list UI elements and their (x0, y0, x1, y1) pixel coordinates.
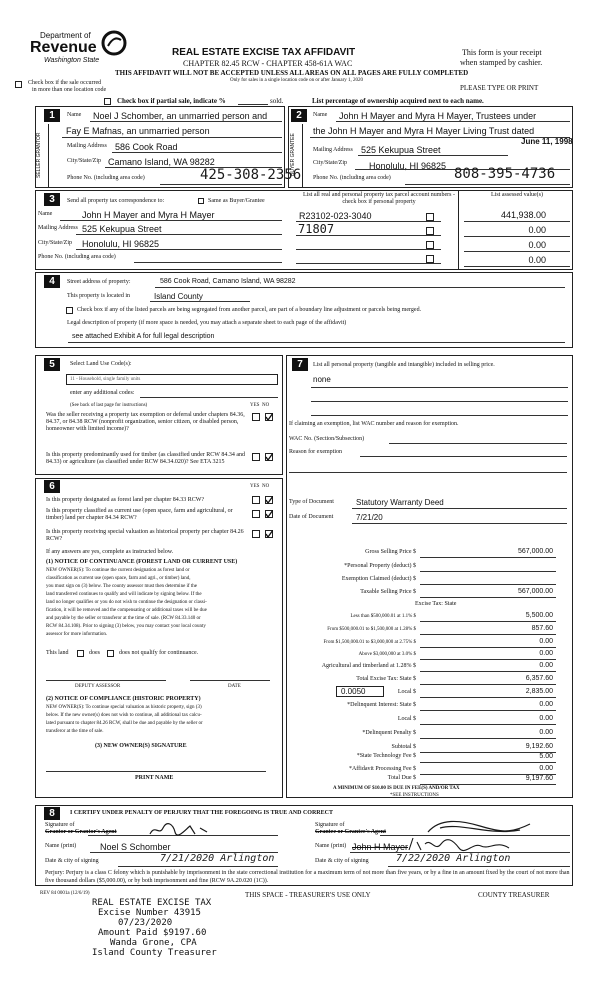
tax-row-label: Exemption Claimed (deduct) $ (341, 576, 416, 582)
timber-yes-checkbox[interactable] (252, 453, 260, 461)
seller-name-label: Name (67, 112, 82, 118)
stamp-line: Excise Number 43915 (98, 908, 201, 918)
delinquent-local-label: Local $ (397, 716, 416, 722)
seller-city[interactable]: Camano Island, WA 98282 (108, 157, 215, 167)
section-6 (35, 478, 283, 798)
located-label: This property is located in (67, 293, 130, 299)
section-2-badge: 2 (291, 109, 307, 122)
buyer-name-1[interactable]: John H Mayer and Myra H Mayer, Trustees under (339, 111, 537, 121)
assessed-header: List assessed value(s) (491, 192, 543, 198)
receipt-line-2: when stamped by cashier. (460, 58, 543, 67)
seller-name-2[interactable]: Fay E Mafnas, an unmarried person (66, 126, 210, 136)
buyer-print-name[interactable]: John H Mayer (352, 842, 409, 852)
same-as-buyer-checkbox[interactable] (198, 198, 204, 204)
stamp-line: Island County Treasurer (92, 948, 217, 958)
affidavit-fee-label: *Affidavit Processing Fee $ (348, 766, 416, 772)
notice-1-line: RCW 84.34.108). Prior to signing (3) below, you may contact your local county (46, 624, 206, 629)
send-name-label: Name (38, 211, 53, 217)
buyer-name-2[interactable]: the John H Mayer and Myra H Mayer Living Trust dated (313, 126, 535, 136)
send-city-label: City/State/Zip (38, 240, 72, 246)
grantor-signature-icon[interactable] (145, 822, 215, 838)
form-notice-2: Only for sales in a single location code on or after January 1, 2020 (230, 78, 364, 83)
notice-1-line: NEW OWNER(S): To continue the current designation as forest land or (46, 568, 190, 573)
check-icon (265, 530, 273, 538)
parcel-2-personal-checkbox[interactable] (426, 227, 434, 235)
minimum-note: A MINIMUM OF $10.00 IS DUE IN FEE(S) AND/OR TAX (333, 786, 460, 791)
notice-1-line: classification as current use (open space, farm and agri., or timber) land, (46, 576, 191, 581)
sold-label: sold. (270, 97, 284, 105)
section-8-badge: 8 (44, 807, 60, 820)
seller-name-1[interactable]: Noel J Schomber, an unmarried person and (93, 111, 268, 121)
street-address[interactable]: 586 Cook Road, Camano Island, WA 98282 (160, 278, 296, 285)
section-3-badge: 3 (44, 193, 60, 206)
notice-1-line: assessor for more information. (46, 632, 108, 637)
buyer-name-3[interactable]: June 11, 1998 (521, 137, 573, 146)
certify-text: I CERTIFY UNDER PENALTY OF PERJURY THAT THE FOREGOING IS TRUE AND CORRECT (70, 810, 333, 816)
forest-yes-checkbox[interactable] (252, 496, 260, 504)
land-does-not-checkbox[interactable] (107, 650, 114, 657)
parcel-1-personal-checkbox[interactable] (426, 213, 434, 221)
see-back-label: (See back of last page for instructions) (70, 403, 148, 408)
multi-location-label-2: in more than one location code (32, 87, 107, 93)
check-icon (265, 453, 273, 461)
parcel-1[interactable]: R23102-023-3040 (299, 211, 372, 221)
doc-date-label: Date of Document (289, 514, 334, 520)
stamp-line: Wanda Grone, CPA (110, 938, 197, 948)
personal-property-label: List all personal property (tangible and intangible) included in selling price. (313, 362, 495, 368)
tax-row-label: Gross Selling Price $ (365, 549, 416, 555)
form-chapter: CHAPTER 82.45 RCW - CHAPTER 458-61A WAC (183, 59, 353, 68)
treasurer-stamp (92, 898, 217, 958)
tax-row-label: Above $3,000,000 at 3.0% $ (358, 652, 416, 657)
does-not-label: does not qualify for continuance. (119, 650, 199, 656)
any-yes-note: If any answers are yes, complete as instructed below. (46, 549, 174, 555)
send-address[interactable]: 525 Kekupua Street (82, 224, 162, 234)
seller-phone-label: Phone No. (including area code) (67, 175, 145, 181)
tax-agricultural[interactable]: 0.00 (539, 662, 553, 669)
notice-1-line: land transferred continues to qualify and will indicate by signing below. If the (46, 592, 202, 597)
send-phone-label: Phone No. (including area code) (38, 254, 116, 260)
tech-fee-label: *State Technology Fee $ (356, 753, 416, 759)
notice-1-line: fication, it will be removed and the compensating or additional taxes will be due (46, 608, 207, 613)
see-instructions: *SEE INSTRUCTIONS (390, 793, 439, 798)
check-icon (265, 413, 273, 421)
delinquent-penalty-label: *Delinquent Penalty $ (362, 730, 416, 736)
grantee-signature-icon[interactable] (420, 816, 540, 838)
parcels-header: List all real and personal property tax parcel account numbers - check box if personal property (303, 192, 455, 205)
grantee-sig-label-2: Grantee or Grantee's Agent (315, 829, 387, 835)
local-tax[interactable]: 2,835.00 (525, 688, 553, 695)
county[interactable]: Island County (154, 292, 203, 301)
grantor-sig-label-2: Grantor or Grantor's Agent (45, 829, 117, 835)
tax-row-label: From $500,000.01 to $1,500,000 at 1.28% $ (327, 627, 416, 632)
does-label: does (89, 650, 100, 656)
no-label: NO (261, 403, 270, 408)
yes-no-header-6 (250, 484, 269, 489)
yes-no-header-5 (250, 403, 269, 408)
buyer-side-label: BUYER GRANTEE (290, 133, 296, 177)
stamp-line: Amount Paid $9197.60 (98, 928, 207, 938)
tax-tier-1[interactable]: 5,500.00 (525, 612, 553, 619)
parcel-2[interactable]: 71807 (298, 222, 335, 236)
check-icon (265, 496, 273, 504)
exemption-question: Was the seller receiving a property tax exemption or deferral under chapters 84.36, 84.37, or 84.38 RCW (nonprofit organization, senior citizen, or disabled person, homeowner with limited income)? (46, 412, 245, 432)
current-use-question: Is this property classified as current use (open space, farm and agricultural, or timber) land per chapter 84.34 RCW? (46, 508, 233, 521)
timber-no-checkbox[interactable] (265, 453, 273, 461)
print-name-label: PRINT NAME (135, 775, 174, 781)
notice-2-title: (2) NOTICE OF COMPLIANCE (HISTORIC PROPERTY) (46, 696, 201, 702)
grantee-sig-label: Signature of (315, 822, 345, 828)
tax-row-label: Agricultural and timberland at 1.28% $ (321, 663, 416, 669)
notice-2-line: lated pursuant to chapter 84.26 RCW, shall be due and payable by the seller or (46, 721, 203, 726)
forest-question: Is this property designated as forest land per chapter 84.33 RCW? (46, 497, 205, 503)
form-title: REAL ESTATE EXCISE TAX AFFIDAVIT (172, 47, 356, 58)
county-treasurer-label: COUNTY TREASURER (478, 891, 550, 899)
treasurer-use-label: THIS SPACE - TREASURER'S USE ONLY (245, 891, 371, 899)
form-notice: THIS AFFIDAVIT WILL NOT BE ACCEPTED UNLESS ALL AREAS ON ALL PAGES ARE FULLY COMPLETED (115, 69, 469, 77)
local-label: Local $ (397, 689, 416, 695)
new-owner-signature-label: (3) NEW OWNER(S) SIGNATURE (95, 743, 187, 749)
state-label: Washington State (44, 57, 100, 64)
segregated-label: Check box if any of the listed parcels are being segregated from another parcel, are part of a boundary line adjustment or parcels being merged. (77, 307, 422, 313)
multi-location-label: Check box if the sale occurred (28, 80, 102, 86)
notice-2-line: below. If the new owner(s) does not wish to continue, all additional tax calcu- (46, 713, 202, 718)
seller-side-label: SELLER GRANTOR (36, 132, 42, 178)
section-7-badge: 7 (292, 358, 308, 371)
wac-label: WAC No. (Section/Subsection) (289, 436, 365, 442)
doc-date[interactable]: 7/21/20 (356, 513, 383, 522)
buyer-date-city[interactable]: 7/22/2020 Arlington (396, 853, 511, 864)
current-use-no-checkbox[interactable] (265, 510, 273, 518)
receipt-line-1: This form is your receipt (462, 48, 542, 57)
notice-2-line: transferor at the time of sale. (46, 729, 104, 734)
buyer-address-label: Mailing Address (313, 147, 353, 153)
historic-question: Is this property receiving special valuation as historical property per chapter 84.26 RCW? (46, 529, 244, 542)
delinquent-state[interactable]: 0.00 (539, 701, 553, 708)
land-use-code: 11 - Household, single family units (70, 377, 141, 382)
tax-row-label: Taxable Selling Price $ (360, 589, 416, 595)
tax-row-label: From $1,500,000.01 to $3,000,000 at 2.75% $ (323, 640, 416, 645)
subtotal[interactable]: 9,192.60 (525, 743, 553, 750)
segregated-checkbox[interactable] (66, 307, 73, 314)
section-4-badge: 4 (44, 275, 60, 288)
parcel-3-personal-checkbox[interactable] (426, 241, 434, 249)
buyer-address[interactable]: 525 Kekupua Street (361, 145, 441, 155)
partial-sale-checkbox[interactable] (104, 98, 111, 105)
revenue-label: Revenue (30, 39, 97, 56)
tech-fee[interactable]: 5.00 (539, 753, 553, 760)
seller-phone[interactable]: 425-308-2356 (200, 167, 302, 183)
exemption-yes-checkbox[interactable] (252, 413, 260, 421)
dept-label: Department of (40, 31, 91, 40)
forest-no-checkbox[interactable] (265, 496, 273, 504)
buyer-city[interactable]: Honolulu, HI 96825 (369, 161, 447, 171)
stamp-line: 07/23/2020 (118, 918, 173, 928)
delinquent-penalty[interactable]: 0.00 (539, 729, 553, 736)
dor-logo-icon (101, 30, 127, 56)
delinquent-local[interactable]: 0.00 (539, 715, 553, 722)
this-land-label: This land (46, 650, 69, 656)
tax-row-label: Less than $500,000.01 at 1.1% $ (350, 614, 416, 619)
deputy-assessor-label: DEPUTY ASSESSOR (75, 684, 121, 689)
perjury-text: Perjury: Perjury is a class C felony which is punishable by imprisonment in the state correctional institution for a maximum term of not more than five years, or by a fine in an amount fixed by the court of not more than five thousand dollars ($5,000.00), or by both imprisonment and fine (RCW 9A.20.020 (1C)). (45, 870, 570, 884)
assessed-value-1[interactable]: 441,938.00 (500, 210, 546, 220)
parcel-4-personal-checkbox[interactable] (426, 255, 434, 263)
total-due[interactable]: 9,197.60 (525, 775, 553, 782)
notice-1-title: (1) NOTICE OF CONTINUANCE (FOREST LAND OR CURRENT USE) (46, 559, 238, 565)
additional-codes-label: enter any additional codes: (70, 390, 135, 396)
assessed-value-2[interactable]: 0.00 (528, 225, 546, 235)
gross-selling-price[interactable]: 567,000.00 (517, 548, 553, 555)
tax-row-label: *Personal Property (deduct) $ (344, 563, 416, 569)
seller-city-label: City/State/Zip (67, 158, 101, 164)
seller-address[interactable]: 586 Cook Road (115, 142, 178, 152)
section-5-badge: 5 (44, 358, 60, 371)
tax-row-label: Total Excise Tax: State $ (356, 676, 416, 682)
pct-list-label: List percentage of ownership acquired next to each name. (312, 97, 484, 105)
grantor-sig-label: Signature of (45, 822, 75, 828)
land-use-label: Select Land Use Code(s): (70, 361, 132, 367)
tax-tier-3[interactable]: 0.00 (539, 638, 553, 645)
seller-date-label: Date & city of signing (45, 858, 99, 864)
section-6-badge: 6 (44, 480, 60, 493)
street-label: Street address of property: (67, 279, 131, 285)
personal-property-value[interactable]: none (313, 375, 331, 384)
current-use-yes-checkbox[interactable] (252, 510, 260, 518)
send-address-label: Mailing Address (38, 225, 78, 231)
rev-code: REV 84 0001a (12/6/19) (40, 891, 90, 896)
local-rate: 0.0050 (341, 687, 366, 696)
historic-yes-checkbox[interactable] (252, 530, 260, 538)
no-label: NO (261, 484, 270, 489)
taxable-selling-price[interactable]: 567,000.00 (517, 588, 553, 595)
buyer-phone-label: Phone No. (including area code) (313, 175, 391, 181)
legal-label: Legal description of property (if more space is needed, you may attach a separate sheet to each page of the affidavit) (67, 320, 347, 326)
excise-state-label: Excise Tax: State (415, 601, 457, 607)
buyer-name-label: Name (313, 112, 328, 118)
affidavit-fee[interactable]: 0.00 (539, 765, 553, 772)
assessed-value-3[interactable]: 0.00 (528, 240, 546, 250)
notice-1-line: and payable by the seller or transferor at the time of sale. (RCW 84.33.140 or (46, 616, 201, 621)
seller-address-label: Mailing Address (67, 143, 107, 149)
total-excise-state[interactable]: 6,357.60 (525, 675, 553, 682)
notice-1-line: you must sign on (3) below. The county assessor must then determine if the (46, 584, 197, 589)
assessor-date-label: DATE (228, 684, 241, 689)
legal-description[interactable]: see attached Exhibit A for full legal description (72, 333, 215, 340)
same-as-buyer-label: Same as Buyer/Grantee (208, 198, 265, 204)
stamp-line: REAL ESTATE EXCISE TAX (92, 898, 212, 908)
send-city[interactable]: Honolulu, HI 96825 (82, 239, 160, 249)
total-due-label: Total Due $ (387, 775, 416, 781)
seller-print-name-label: Name (print) (45, 843, 77, 849)
type-or-print: PLEASE TYPE OR PRINT (460, 84, 539, 92)
doc-type[interactable]: Statutory Warranty Deed (356, 498, 444, 507)
seller-date-city[interactable]: 7/21/2020 Arlington (160, 853, 275, 864)
check-icon (265, 510, 273, 518)
section-1-badge: 1 (44, 109, 60, 122)
historic-no-checkbox[interactable] (265, 530, 273, 538)
buyer-phone[interactable]: 808-395-4736 (454, 166, 556, 182)
reason-label: Reason for exemption (289, 449, 342, 455)
buyer-date-label: Date & city of signing (315, 858, 369, 864)
notice-2-line: NEW OWNER(S): To continue special valuation as historic property, sign (3) (46, 705, 202, 710)
doc-type-label: Type of Document (289, 499, 334, 505)
delinquent-state-label: *Delinquent Interest: State $ (347, 702, 416, 708)
partial-sale-label: Check box if partial sale, indicate % (117, 97, 226, 105)
send-name[interactable]: John H Mayer and Myra H Mayer (82, 210, 215, 220)
seller-print-name[interactable]: Noel S Schomber (100, 842, 171, 852)
subtotal-label: Subtotal $ (391, 744, 416, 750)
exemption-claim-label: If claiming an exemption, list WAC number and reason for exemption. (289, 421, 459, 427)
yes-label: YES (250, 403, 260, 408)
notice-1-line: land no longer qualifies or you do not wish to continue the designation or classi- (46, 600, 207, 605)
buyer-city-label: City/State/Zip (313, 160, 347, 166)
land-does-checkbox[interactable] (77, 650, 84, 657)
tax-tier-4[interactable]: 0.00 (539, 650, 553, 657)
exemption-no-checkbox[interactable] (265, 413, 273, 421)
multi-location-checkbox[interactable] (15, 81, 22, 88)
tax-tier-2[interactable]: 857.60 (531, 625, 553, 632)
assessed-value-4[interactable]: 0.00 (528, 255, 546, 265)
yes-label: YES (250, 484, 260, 489)
buyer-print-name-label: Name (print) (315, 843, 347, 849)
timber-question: Is this property predominantly used for timber (as classified under RCW 84.34 and 84.33) or agriculture (as classified under RCW 84.34.020)? See ETA 3215 (46, 452, 246, 465)
send-correspondence-label: Send all property tax correspondence to: (67, 198, 165, 204)
